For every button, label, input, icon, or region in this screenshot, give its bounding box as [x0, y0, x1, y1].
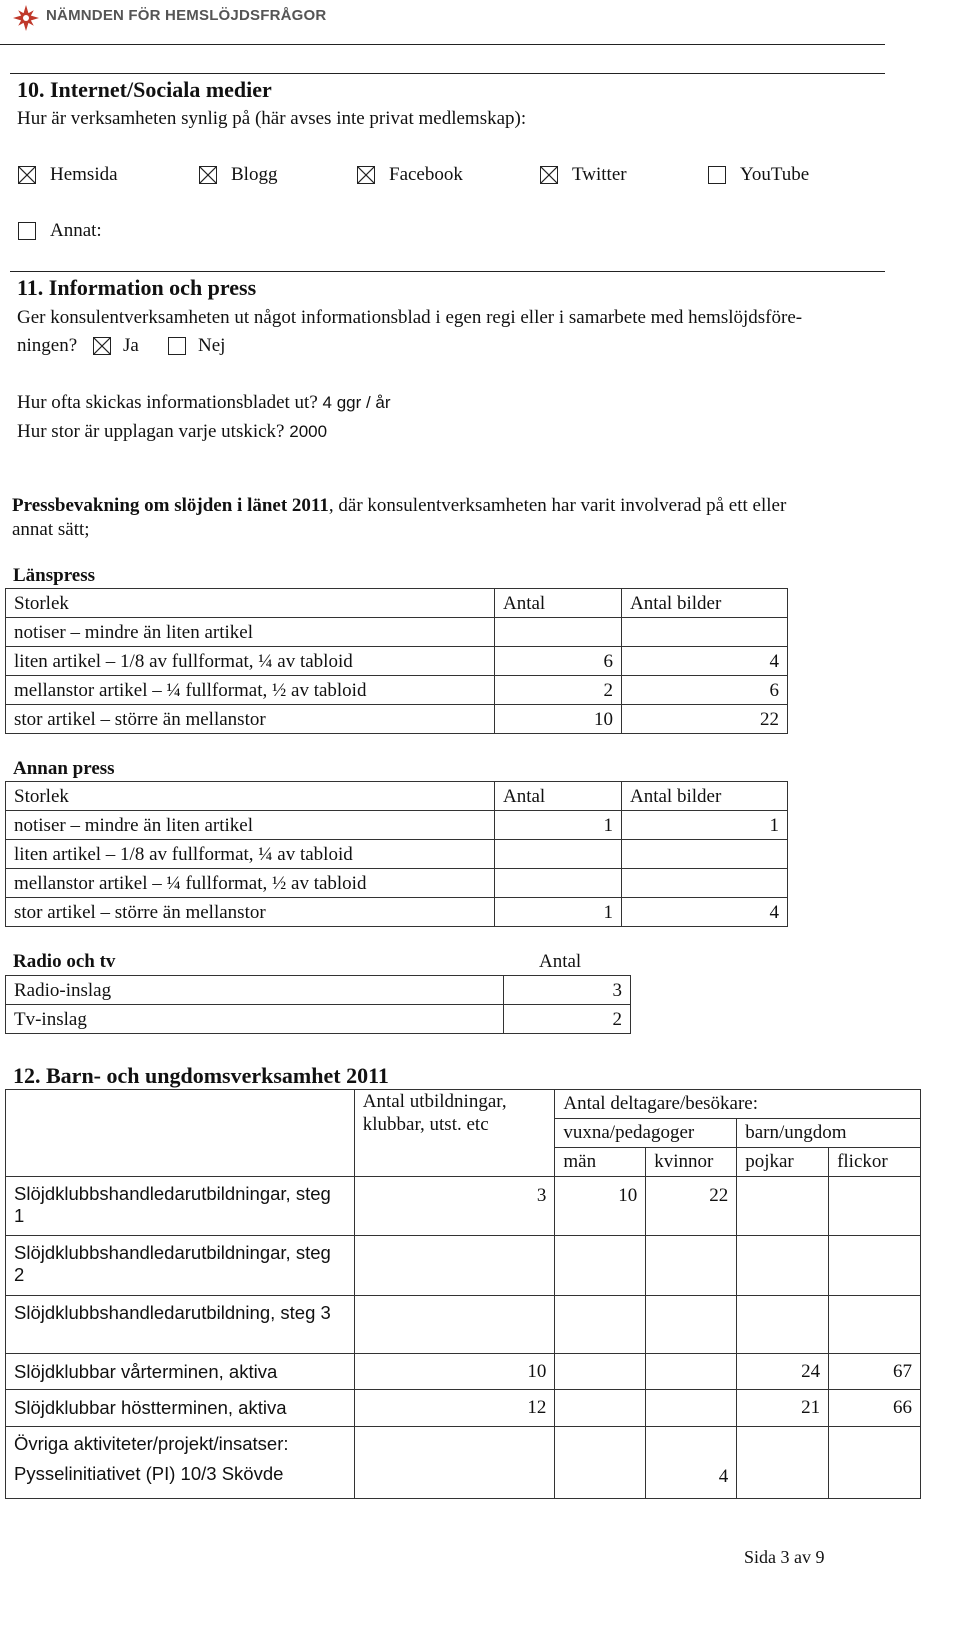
header-deltagare: Antal deltagare/besökare: [555, 1090, 921, 1119]
activity-label: Slöjdklubbshandledarutbildningar, steg 2 [6, 1236, 355, 1296]
utb-cell [354, 1296, 555, 1354]
antal-cell [495, 840, 622, 869]
header-utb-empty [354, 1148, 555, 1177]
org-logo [12, 4, 40, 38]
table-row [6, 1177, 921, 1236]
header-pojkar: pojkar [737, 1148, 829, 1177]
no-checkbox[interactable] [168, 337, 186, 355]
question-circulation: Hur stor är upplagan varje utskick? 2000 [17, 421, 328, 442]
column-header: Antal [495, 782, 622, 811]
option-checkbox-0[interactable] [18, 166, 36, 184]
kvinnor-cell: 22 [646, 1177, 737, 1236]
utb-cell [354, 1236, 555, 1296]
antal-cell: 2 [504, 1005, 631, 1034]
empty-corner [6, 1090, 355, 1177]
youth-activities-table [5, 1089, 921, 1499]
flickor-cell [829, 1236, 921, 1296]
radio-tv-antal-header: Antal [539, 951, 582, 972]
header-barn: barn/ungdom [737, 1119, 921, 1148]
man-cell [555, 1354, 646, 1390]
utb-cell: 12 [354, 1390, 555, 1427]
section-10-question: Hur är verksamheten synlig på (här avses inte privat medlemskap): [17, 108, 527, 129]
option-label: YouTube [740, 164, 810, 185]
flickor-cell [829, 1296, 921, 1354]
antal-cell: 2 [495, 676, 622, 705]
table-row [6, 676, 788, 705]
ovriga-kvinnor: 4 [646, 1427, 737, 1499]
option-label: Hemsida [50, 164, 118, 185]
table-row [6, 1296, 921, 1354]
kvinnor-cell [646, 1236, 737, 1296]
radio-tv-table [5, 975, 631, 1034]
section-11-title: 11. Information och press [17, 275, 257, 300]
activity-label: Slöjdklubbshandledarutbildningar, steg 1 [6, 1177, 355, 1236]
flickor-cell: 67 [829, 1354, 921, 1390]
man-cell [555, 1296, 646, 1354]
lanspress-heading: Länspress [13, 565, 96, 586]
option-checkbox-5[interactable] [18, 222, 36, 240]
antal-cell: 10 [495, 705, 622, 734]
pojkar-cell: 21 [737, 1390, 829, 1427]
answer-circulation: 2000 [289, 422, 328, 441]
row-label: notiser – mindre än liten artikel [6, 618, 495, 647]
ovriga-cell [6, 1427, 355, 1499]
section-rule [10, 73, 885, 74]
activity-label: Slöjdklubbar vårterminen, aktiva [6, 1354, 355, 1390]
question-infoblad-cont: ningen? [17, 335, 78, 356]
man-cell [555, 1390, 646, 1427]
column-header: Antal bilder [622, 782, 788, 811]
header-man: män [555, 1148, 646, 1177]
section-10-title: 10. Internet/Sociala medier [17, 77, 272, 102]
utb-cell: 3 [354, 1177, 555, 1236]
antal-cell [495, 618, 622, 647]
radio-tv-heading: Radio och tv [13, 951, 116, 972]
table-row [6, 1390, 921, 1427]
option-label: Facebook [389, 164, 463, 185]
yes-checkbox[interactable] [93, 337, 111, 355]
pojkar-cell: 24 [737, 1354, 829, 1390]
row-label: notiser – mindre än liten artikel [6, 811, 495, 840]
press-intro-cont: annat sätt; [12, 519, 90, 540]
column-header: Storlek [6, 782, 495, 811]
antal-cell: 6 [495, 647, 622, 676]
kvinnor-cell [646, 1354, 737, 1390]
row-label: Radio-inslag [6, 976, 504, 1005]
antal-bilder-cell: 4 [622, 898, 788, 927]
pojkar-cell [737, 1236, 829, 1296]
row-label: Tv-inslag [6, 1005, 504, 1034]
question-frequency: Hur ofta skickas informationsbladet ut? 4 ggr / år [17, 392, 391, 413]
header-rule [0, 44, 885, 45]
ovriga-label: Övriga aktiviteter/projekt/insatser: [14, 1433, 289, 1454]
option-checkbox-1[interactable] [199, 166, 217, 184]
annan-press-table [5, 781, 788, 927]
yes-label: Ja [123, 335, 139, 356]
press-intro: Pressbevakning om slöjden i länet 2011, där konsulentverksamheten har varit involverad på ett eller [12, 495, 787, 516]
ovriga-item: Pysselinitiativet (PI) 10/3 Skövde [14, 1463, 284, 1484]
option-checkbox-4[interactable] [708, 166, 726, 184]
table-row [6, 647, 788, 676]
question-infoblad: Ger konsulentverksamheten ut något informationsblad i egen regi eller i samarbete med hemslöjdsföre- [17, 307, 803, 328]
row-label: liten artikel – 1/8 av fullformat, ¼ av tabloid [6, 840, 495, 869]
column-header: Antal bilder [622, 589, 788, 618]
option-label: Blogg [231, 164, 278, 185]
antal-bilder-cell [622, 869, 788, 898]
table-row [6, 1236, 921, 1296]
table-row [6, 840, 788, 869]
row-label: stor artikel – större än mellanstor [6, 705, 495, 734]
antal-bilder-cell: 6 [622, 676, 788, 705]
table-row [6, 869, 788, 898]
option-label: Twitter [572, 164, 627, 185]
option-label: Annat: [50, 220, 102, 241]
table-row [6, 1354, 921, 1390]
antal-bilder-cell: 4 [622, 647, 788, 676]
star-logo-icon [12, 4, 40, 32]
man-cell: 10 [555, 1177, 646, 1236]
header-flickor: flickor [829, 1148, 921, 1177]
activity-label: Slöjdklubbshandledarutbildning, steg 3 [6, 1296, 355, 1354]
flickor-cell [829, 1177, 921, 1236]
man-cell [555, 1236, 646, 1296]
pojkar-cell [737, 1177, 829, 1236]
annan-press-heading: Annan press [13, 758, 115, 779]
section-12-title: 12. Barn- och ungdomsverksamhet 2011 [13, 1063, 389, 1088]
table-row [6, 618, 788, 647]
column-header: Antal [495, 589, 622, 618]
header-utbildningar: Antal utbildningar, klubbar, utst. etc [354, 1090, 555, 1148]
antal-cell: 3 [504, 976, 631, 1005]
row-label: mellanstor artikel – ¼ fullformat, ½ av tabloid [6, 869, 495, 898]
kvinnor-cell [646, 1296, 737, 1354]
table-row [6, 811, 788, 840]
utb-cell: 10 [354, 1354, 555, 1390]
row-label: stor artikel – större än mellanstor [6, 898, 495, 927]
table-row [6, 1005, 631, 1034]
pojkar-cell [737, 1296, 829, 1354]
option-checkbox-2[interactable] [357, 166, 375, 184]
antal-bilder-cell: 22 [622, 705, 788, 734]
antal-bilder-cell: 1 [622, 811, 788, 840]
antal-bilder-cell [622, 840, 788, 869]
org-name: NÄMNDEN FÖR HEMSLÖJDSFRÅGOR [46, 7, 327, 24]
table-row [6, 705, 788, 734]
antal-bilder-cell [622, 618, 788, 647]
no-label: Nej [198, 335, 226, 356]
flickor-cell: 66 [829, 1390, 921, 1427]
kvinnor-cell [646, 1390, 737, 1427]
table-row [6, 976, 631, 1005]
antal-cell [495, 869, 622, 898]
row-label: liten artikel – 1/8 av fullformat, ¼ av tabloid [6, 647, 495, 676]
section-rule [10, 271, 885, 272]
option-checkbox-3[interactable] [540, 166, 558, 184]
header-kvinnor: kvinnor [646, 1148, 737, 1177]
table-row [6, 898, 788, 927]
antal-cell: 1 [495, 898, 622, 927]
lanspress-table [5, 588, 788, 734]
header-vuxna: vuxna/pedagoger [555, 1119, 737, 1148]
page-number: Sida 3 av 9 [744, 1547, 825, 1567]
activity-label: Slöjdklubbar höstterminen, aktiva [6, 1390, 355, 1427]
answer-frequency: 4 ggr / år [322, 393, 391, 412]
antal-cell: 1 [495, 811, 622, 840]
row-label: mellanstor artikel – ¼ fullformat, ½ av tabloid [6, 676, 495, 705]
column-header: Storlek [6, 589, 495, 618]
